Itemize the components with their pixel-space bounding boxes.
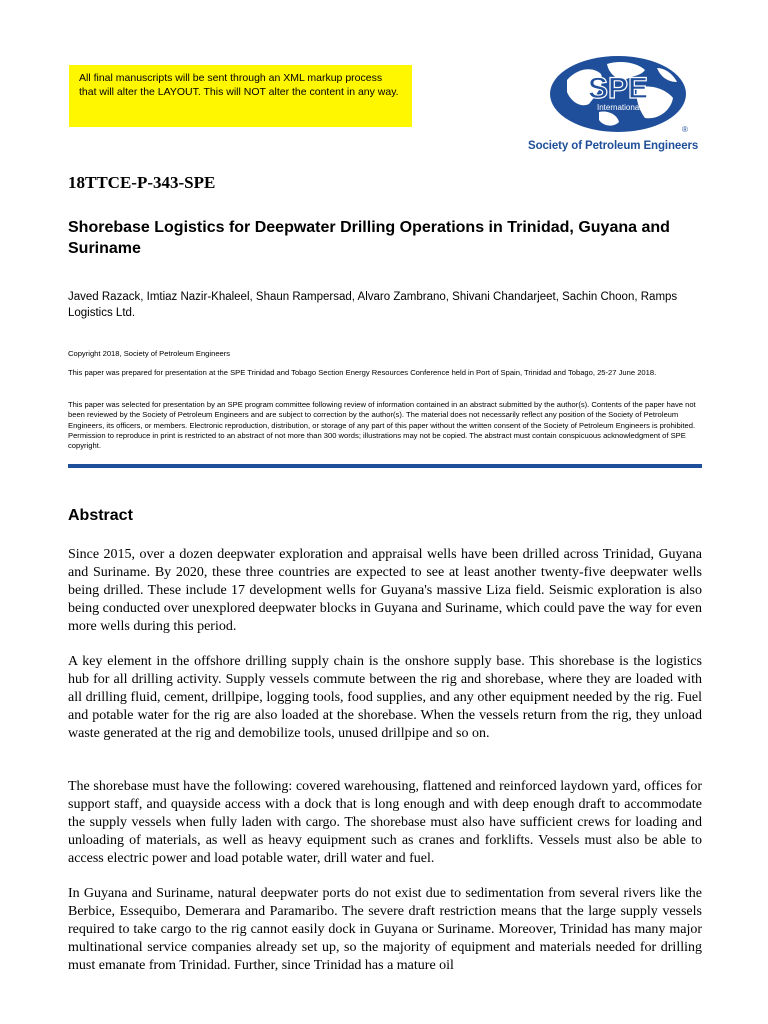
spe-logo [528,54,708,158]
abstract-paragraph: The shorebase must have the following: covered warehousing, flattened and reinforced laydown yard, offices for support staff, and quayside access with a dock that is long enough and with deep enough draft to accommodate the supply vessels when fully laden with cargo. The shorebase must also have sufficient crews for loading and unloading of materials, as well as heavy equipment such as cranes and forklifts. Vessels must also be able to access electric power and load potable water, drill water and fuel. [68,779,702,866]
abstract-paragraph: Since 2015, over a dozen deepwater exploration and appraisal wells have been drilled across Trinidad, Guyana and Suriname. By 2020, these three countries are expected to see at least another twenty-five deepwater wells being drilled. These include 17 development wells for Guyana's massive Liza field. Seismic exploration is also being conducted over unexplored deepwater blocks in Guyana and Suriname, which could pave the way for even more wells during this period. [68,547,702,634]
section-divider [68,464,702,468]
presentation-note: This paper was prepared for presentation at the SPE Trinidad and Tobago Section Energy Resources Conference held in Port of Spain, Trinidad and Tobago, 25-27 June 2018. [68,368,657,377]
author-list: Javed Razack, Imtiaz Nazir-Khaleel, Shaun Rampersad, Alvaro Zambrano, Shivani Chandarjeet, Sachin Choon, Ramps Logistics Ltd. [68,291,678,319]
spe-globe-subtext: International [596,103,642,112]
selection-note: This paper was selected for presentation by an SPE program committee following review of information contained in an abstract submitted by the author(s). Contents of the paper have not been reviewed by the Society of Petroleum Engineers and are subject to correction by the author(s). The material does not necessarily reflect any position of the Society of Petroleum Engineers, its officers, or members. Electronic reproduction, distribution, or storage of any part of this paper without the written consent of the Society of Petroleum Engineers is prohibited. Permission to reproduce in print is restricted to an abstract of not more than 300 words; illustrations may not be copied. The abstract must contain conspicuous acknowledgment of SPE copyright. [68,400,696,451]
spe-globe-text: SPE [587,72,649,105]
abstract-paragraph: A key element in the offshore drilling supply chain is the onshore supply base. This shorebase is the logistics hub for all drilling activity. Supply vessels commute between the rig and shorebase, where they are loaded with all drilling fluid, cement, drillpipe, logging tools, food supplies, and any other equipment needed by the rig. Fuel and potable water for the rig are also loaded at the shorebase. When the vessels return from the rig, they unload waste generated at the rig and demobilize tools, unused drillpipe and so on. [68,654,702,741]
abstract-heading: Abstract [68,507,133,524]
logo-caption: Society of Petroleum Engineers [528,140,699,152]
xml-markup-notice [69,65,412,127]
registered-mark: ® [682,125,688,134]
spe-globe-icon [545,54,691,134]
paper-title: Shorebase Logistics for Deepwater Drilling Operations in Trinidad, Guyana and Suriname [68,219,670,257]
notice-text: All final manuscripts will be sent through an XML markup process that will alter the LAYOUT. This will NOT alter the content in any way. [79,72,399,98]
abstract-paragraph: In Guyana and Suriname, natural deepwater ports do not exist due to sedimentation from several rivers like the Berbice, Essequibo, Demerara and Paramaribo. The severe draft restriction means that the large supply vessels required to take cargo to the rig cannot easily dock in Guyana or Suriname. Moreover, Trinidad has many major multinational service companies already set up, so the majority of equipment and materials needed for drilling must emanate from Trinidad. Further, since Trinidad has a mature oil [68,886,702,973]
paper-id: 18TTCE-P-343-SPE [68,173,216,192]
copyright-line: Copyright 2018, Society of Petroleum Engineers [68,349,231,358]
